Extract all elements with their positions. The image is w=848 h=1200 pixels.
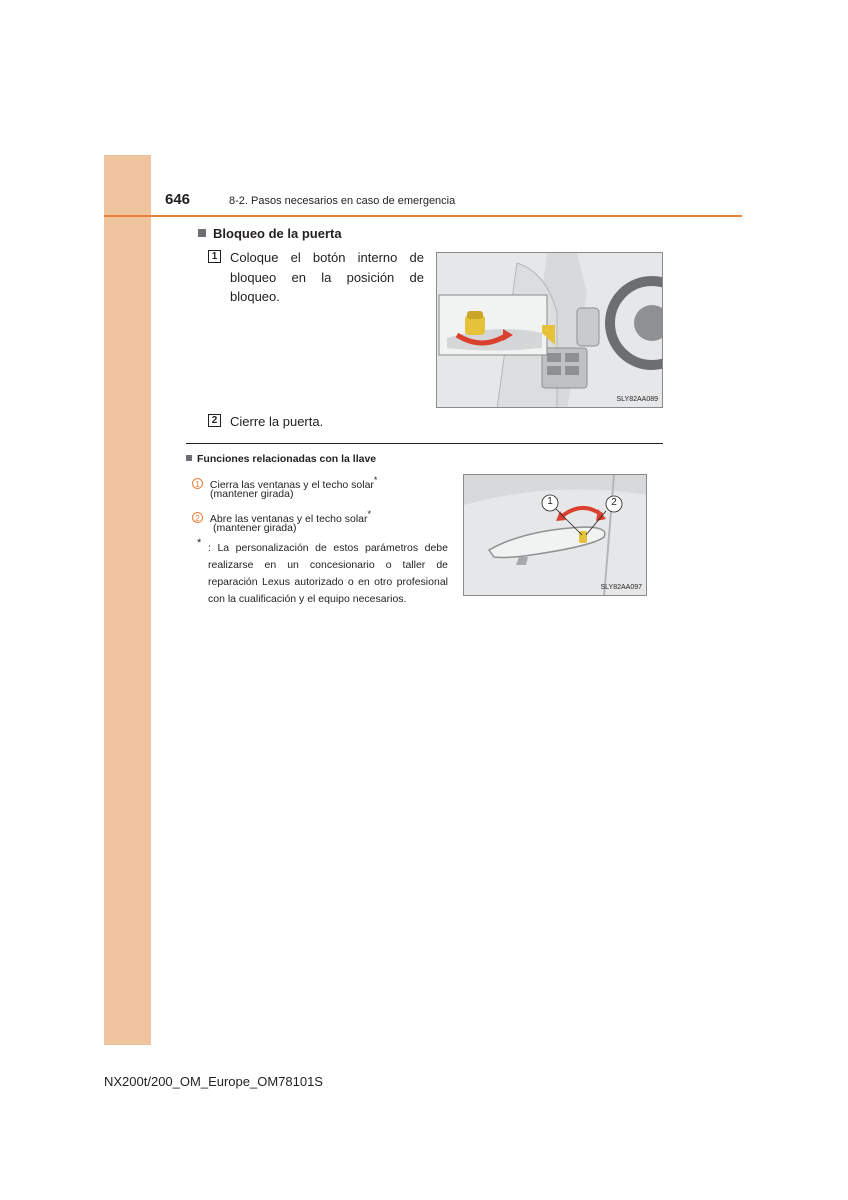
item-1-text: Cierra las ventanas y el techo solar xyxy=(209,478,374,491)
square-bullet-icon xyxy=(186,455,192,461)
door-lock-title: Bloqueo de la puerta xyxy=(213,226,342,241)
door-lock-heading xyxy=(198,226,342,241)
customization-note: : La personalización de estos parámetros debe realizarse en un concesionario o taller de reparación Lexus autorizado o en otro profesional con la cualificación y el equipo necesarios. xyxy=(208,542,448,605)
sidebar-tab xyxy=(104,155,151,1045)
step-1-badge: 1 xyxy=(208,250,221,263)
door-lock-figure xyxy=(436,252,663,408)
figure-label-1: 1 xyxy=(547,496,553,507)
item-2-sub: (mantener girada) xyxy=(213,522,297,534)
car-interior-illustration xyxy=(437,253,663,408)
footer-doc-id: NX200t/200_OM_Europe_OM78101S xyxy=(104,1074,323,1089)
item-2-star: * xyxy=(367,509,372,519)
figure-code: SLY82AA089 xyxy=(616,396,658,403)
circled-number-1: 1 xyxy=(192,478,203,489)
step-2-badge: 2 xyxy=(208,414,221,427)
step-2-text: Cierre la puerta. xyxy=(230,414,324,429)
section-divider xyxy=(186,443,663,444)
step-1-text: Coloque el botón interno de bloqueo en la posición de bloqueo. xyxy=(230,250,424,304)
note-asterisk: * xyxy=(197,537,202,549)
item-1-sub: (mantener girada) xyxy=(210,488,294,500)
item-2-text: Abre las ventanas y el techo solar xyxy=(209,512,368,525)
circled-number-2: 2 xyxy=(192,512,203,523)
door-handle-figure xyxy=(463,474,647,596)
square-bullet-icon xyxy=(198,229,206,237)
figure-code: SLY82AA097 xyxy=(600,584,642,591)
key-functions-heading xyxy=(186,453,376,465)
page-number: 646 xyxy=(165,191,191,208)
key-functions-title: Funciones relacionadas con la llave xyxy=(197,453,377,465)
figure-label-2: 2 xyxy=(611,497,617,508)
door-handle-illustration xyxy=(464,475,647,596)
item-1-star: * xyxy=(373,475,378,485)
header-divider xyxy=(104,215,742,217)
section-title: 8-2. Pasos necesarios en caso de emergencia xyxy=(229,195,456,207)
